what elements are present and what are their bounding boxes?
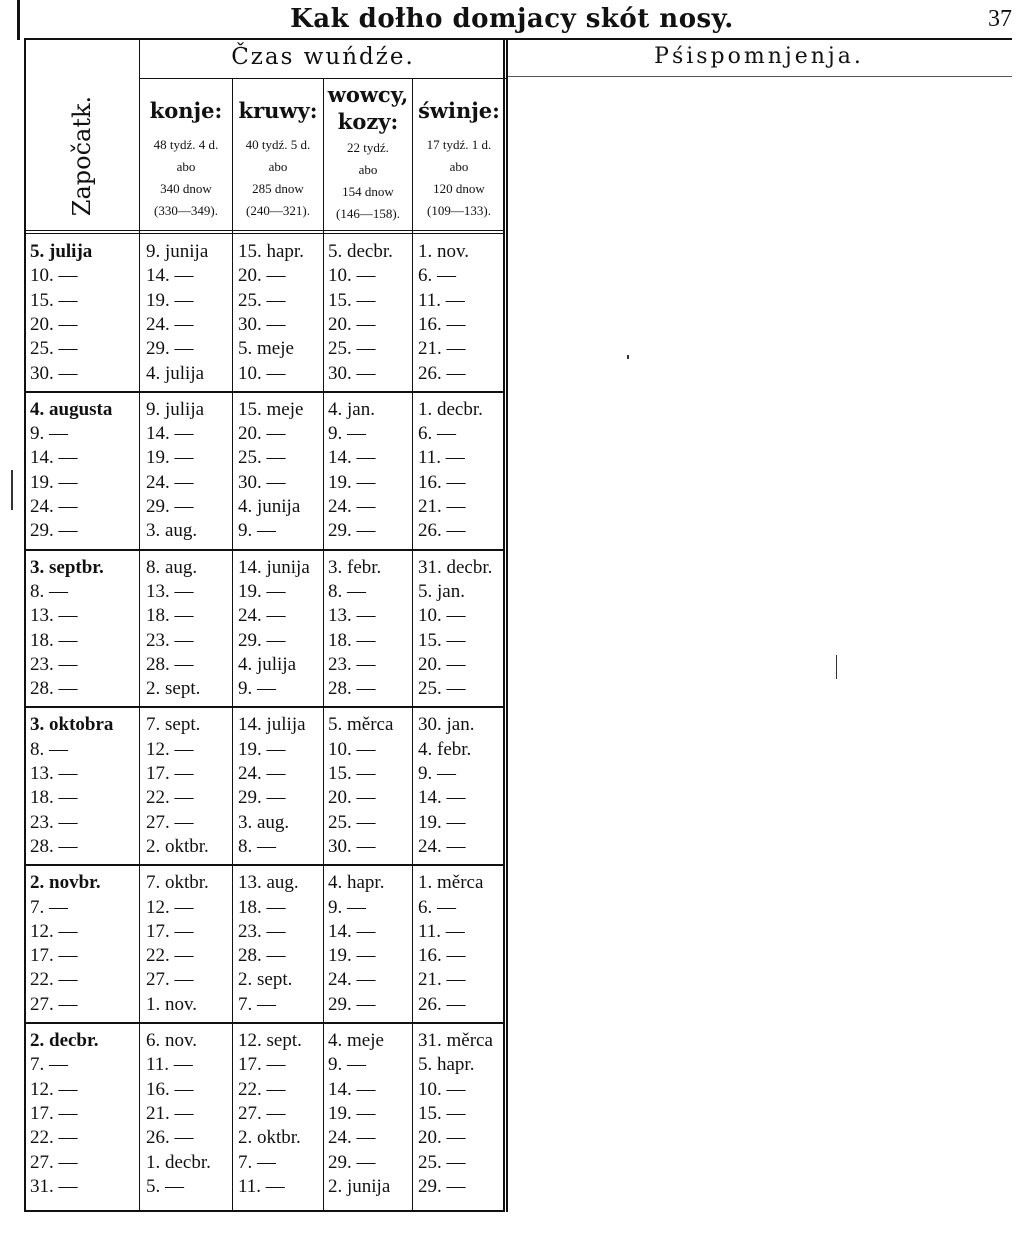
end-date-cell: 9. —: [328, 423, 366, 445]
end-date-cell: 14. —: [328, 1078, 376, 1100]
sheep-weeks: 22 tydź.: [347, 140, 389, 155]
duration-header: Čzas wuńdźe.: [231, 44, 415, 70]
notes-header: Pśispomnjenja.: [654, 44, 864, 69]
end-date-cell: 14. —: [146, 423, 194, 445]
end-date-cell: 10. —: [418, 1078, 466, 1100]
end-date-cell: 18. —: [238, 896, 286, 918]
end-date-cell: 27. —: [146, 969, 194, 991]
end-date-cell: 19. —: [238, 580, 286, 602]
start-date-cell: 30. —: [30, 362, 78, 384]
end-date-cell: 15. —: [418, 629, 466, 651]
end-date-cell: 4. jan.: [328, 398, 375, 420]
notes-divider: [506, 40, 508, 1212]
pigs-or: abo: [449, 159, 469, 174]
end-date-cell: 25. —: [238, 289, 286, 311]
start-date-cell: 5. julija: [30, 241, 93, 262]
end-date-cell: 2. oktbr.: [146, 835, 209, 857]
end-date-cell: 6. —: [418, 896, 456, 918]
end-date-cell: 23. —: [328, 653, 376, 675]
end-date-cell: 30. —: [328, 835, 376, 857]
end-date-cell: 29. —: [328, 1151, 376, 1173]
end-date-cell: 5. meje: [238, 338, 294, 360]
end-date-cell: 25. —: [328, 811, 376, 833]
end-date-cell: 22. —: [238, 1078, 286, 1100]
page-number: 37: [988, 6, 1012, 32]
end-date-cell: 26. —: [146, 1127, 194, 1149]
end-date-cell: 17. —: [238, 1054, 286, 1076]
end-date-cell: 11. —: [418, 447, 465, 469]
end-date-cell: 4. junija: [238, 496, 301, 517]
start-date-cell: 7. —: [30, 1054, 68, 1076]
start-date-cell: 25. —: [30, 338, 78, 360]
end-date-cell: 21. —: [418, 496, 466, 517]
end-date-cell: 10. —: [328, 738, 376, 760]
end-date-cell: 7. —: [238, 1151, 276, 1173]
end-date-cell: 2. sept.: [238, 969, 293, 991]
end-date-cell: 3. aug.: [146, 520, 198, 542]
end-date-cell: 25. —: [418, 1151, 466, 1173]
end-date-cell: 12. —: [146, 896, 194, 918]
end-date-cell: 15. —: [328, 763, 376, 784]
start-date-cell: 22. —: [30, 969, 78, 991]
end-date-cell: 14. junija: [238, 556, 310, 578]
horses-days: 340 dnow: [160, 181, 212, 196]
header-double-rule: [24, 230, 505, 234]
start-date-cell: 15. —: [30, 289, 78, 311]
group-rule: [24, 391, 505, 393]
column-divider: [232, 78, 233, 1212]
end-date-cell: 4. meje: [328, 1030, 384, 1051]
sheep-range: (146—158).: [336, 206, 400, 221]
column-divider: [412, 78, 413, 1212]
end-date-cell: 1. decbr.: [418, 398, 483, 420]
end-date-cell: 20. —: [238, 423, 286, 445]
start-date-cell: 27. —: [30, 993, 78, 1015]
group-rule: [24, 1022, 505, 1024]
start-date-cell: 3. septbr.: [30, 556, 104, 578]
end-date-cell: 24. —: [238, 763, 286, 784]
horses-header: [140, 80, 232, 230]
start-date-cell: 8. —: [30, 580, 68, 602]
end-date-cell: 19. —: [146, 289, 194, 311]
start-date-cell: 13. —: [30, 763, 78, 784]
end-date-cell: 3. aug.: [238, 811, 290, 833]
end-date-cell: 2. oktbr.: [238, 1127, 301, 1149]
group-rule: [24, 864, 505, 866]
end-date-cell: 29. —: [328, 520, 376, 542]
end-date-cell: 9. —: [328, 896, 366, 918]
start-date-cell: 19. —: [30, 471, 78, 493]
sheep-goats-header: [324, 80, 412, 230]
end-date-cell: 29. —: [146, 338, 194, 360]
end-date-cell: 24. —: [418, 835, 466, 857]
start-date-cell: 27. —: [30, 1151, 78, 1173]
cows-days: 285 dnow: [252, 181, 304, 196]
group-rule: [24, 549, 505, 551]
start-date-cell: 28. —: [30, 835, 78, 857]
end-date-cell: 23. —: [238, 920, 286, 942]
sheep-label: wowcy,: [327, 82, 409, 107]
end-date-cell: 14. julija: [238, 714, 306, 736]
end-date-cell: 16. —: [418, 945, 466, 967]
end-date-cell: 13. aug.: [238, 872, 299, 894]
start-date-cell: 20. —: [30, 313, 78, 335]
end-date-cell: 18. —: [146, 605, 194, 627]
end-date-cell: 30. jan.: [418, 714, 475, 736]
end-date-cell: 11. —: [418, 289, 465, 311]
start-date-cell: 4. augusta: [30, 398, 113, 420]
end-date-cell: 10. —: [238, 362, 286, 384]
page-title: Kak dołho domjacy skót nosy.: [290, 4, 734, 34]
end-date-cell: 17. —: [146, 920, 194, 942]
end-date-cell: 6. —: [418, 423, 456, 445]
horses-label: konje:: [149, 98, 223, 123]
end-date-cell: 3. febr.: [328, 556, 382, 578]
end-date-cell: 30. —: [238, 471, 286, 493]
end-date-cell: 19. —: [418, 811, 466, 833]
end-date-cell: 26. —: [418, 993, 466, 1015]
end-date-cell: 1. decbr.: [146, 1151, 211, 1173]
end-date-cell: 25. —: [328, 338, 376, 360]
end-date-cell: 10. —: [328, 265, 376, 287]
start-date-cell: 22. —: [30, 1127, 78, 1149]
end-date-cell: 12. —: [146, 738, 194, 760]
start-date-cell: 7. —: [30, 896, 68, 918]
start-date-cell: 24. —: [30, 496, 78, 517]
end-date-cell: 15. hapr.: [238, 241, 304, 262]
pigs-weeks: 17 tydź. 1 d.: [426, 137, 492, 152]
end-date-cell: 4. julija: [146, 362, 205, 384]
start-date-cell: 17. —: [30, 945, 78, 967]
end-date-cell: 20. —: [418, 653, 466, 675]
start-date-cell: 23. —: [30, 653, 78, 675]
end-date-cell: 20. —: [328, 313, 376, 335]
start-date-cell: 17. —: [30, 1102, 78, 1124]
end-date-cell: 24. —: [146, 471, 194, 493]
start-date-cell: 23. —: [30, 811, 78, 833]
cows-label: kruwy:: [238, 98, 318, 123]
start-date-cell: 3. oktobra: [30, 714, 114, 736]
notes-rule: [506, 76, 1012, 77]
end-date-cell: 9. junija: [146, 241, 209, 262]
end-date-cell: 18. —: [328, 629, 376, 651]
end-date-cell: 9. —: [418, 763, 456, 784]
end-date-cell: 17. —: [146, 763, 194, 784]
end-date-cell: 8. —: [238, 835, 276, 857]
end-date-cell: 16. —: [146, 1078, 194, 1100]
end-date-cell: 7. —: [238, 993, 276, 1015]
start-date-cell: 18. —: [30, 629, 78, 651]
end-date-cell: 27. —: [238, 1102, 286, 1124]
end-date-cell: 19. —: [146, 447, 194, 469]
horses-or: abo: [176, 159, 196, 174]
end-date-cell: 2. junija: [328, 1175, 391, 1197]
end-date-cell: 16. —: [418, 471, 466, 493]
start-date-cell: 18. —: [30, 787, 78, 809]
end-date-cell: 4. julija: [238, 653, 297, 675]
end-date-cell: 23. —: [146, 629, 194, 651]
end-date-cell: 29. —: [238, 787, 286, 809]
end-date-cell: 5. hapr.: [418, 1054, 475, 1076]
end-date-cell: 14. —: [328, 920, 376, 942]
end-date-cell: 24. —: [328, 969, 376, 991]
end-date-cell: 28. —: [328, 678, 376, 700]
end-date-cell: 26. —: [418, 520, 466, 542]
end-date-cell: 29. —: [238, 629, 286, 651]
cows-or: abo: [268, 159, 288, 174]
start-date-cell: 2. novbr.: [30, 872, 101, 894]
end-date-cell: 19. —: [238, 738, 286, 760]
start-date-cell: 9. —: [30, 423, 68, 445]
end-date-cell: 22. —: [146, 945, 194, 967]
end-date-cell: 13. —: [328, 605, 376, 627]
end-date-cell: 19. —: [328, 1102, 376, 1124]
stray-mark: [11, 470, 13, 510]
end-date-cell: 19. —: [328, 945, 376, 967]
end-date-cell: 9. —: [238, 520, 276, 542]
end-date-cell: 11. —: [146, 1054, 193, 1076]
end-date-cell: 24. —: [238, 605, 286, 627]
end-date-cell: 11. —: [418, 920, 465, 942]
end-date-cell: 5. jan.: [418, 580, 465, 602]
end-date-cell: 21. —: [418, 969, 466, 991]
end-date-cell: 4. hapr.: [328, 872, 385, 894]
start-date-cell: 10. —: [30, 265, 78, 287]
end-date-cell: 29. —: [146, 496, 194, 517]
stray-mark: [627, 355, 629, 359]
pigs-days: 120 dnow: [433, 181, 485, 196]
sheep-or: abo: [358, 162, 378, 177]
end-date-cell: 20. —: [328, 787, 376, 809]
horses-weeks: 48 tydź. 4 d.: [153, 137, 219, 152]
end-date-cell: 9. —: [328, 1054, 366, 1076]
pigs-header: [413, 80, 505, 230]
end-date-cell: 20. —: [418, 1127, 466, 1149]
end-date-cell: 10. —: [418, 605, 466, 627]
end-date-cell: 4. febr.: [418, 738, 472, 760]
start-date-cell: 2. decbr.: [30, 1030, 99, 1051]
end-date-cell: 15. —: [328, 289, 376, 311]
cows-header: [233, 80, 323, 230]
end-date-cell: 14. —: [418, 787, 466, 809]
start-date-cell: 28. —: [30, 678, 78, 700]
end-date-cell: 5. měrca: [328, 714, 394, 736]
end-date-cell: 27. —: [146, 811, 194, 833]
end-date-cell: 28. —: [146, 653, 194, 675]
end-date-cell: 24. —: [328, 496, 376, 517]
end-date-cell: 6. nov.: [146, 1030, 198, 1051]
horses-range: (330—349).: [154, 203, 218, 218]
end-date-cell: 1. nov.: [146, 993, 198, 1015]
end-date-cell: 9. julija: [146, 398, 205, 420]
column-divider: [323, 78, 324, 1212]
column-divider: [139, 40, 140, 1212]
end-date-cell: 28. —: [238, 945, 286, 967]
start-date-cell: 31. —: [30, 1175, 78, 1197]
end-date-cell: 11. —: [238, 1175, 285, 1197]
end-date-cell: 24. —: [328, 1127, 376, 1149]
end-date-cell: 2. sept.: [146, 678, 201, 700]
cows-range: (240—321).: [246, 203, 310, 218]
end-date-cell: 5. decbr.: [328, 241, 393, 262]
stray-mark: [836, 655, 837, 679]
end-date-cell: 14. —: [146, 265, 194, 287]
end-date-cell: 8. —: [328, 580, 366, 602]
end-date-cell: 31. měrca: [418, 1030, 493, 1051]
end-date-cell: 15. —: [418, 1102, 466, 1124]
end-date-cell: 15. meje: [238, 398, 304, 420]
sheep-days: 154 dnow: [342, 184, 394, 199]
start-date-cell: 29. —: [30, 520, 78, 542]
start-date-cell: 12. —: [30, 920, 78, 942]
end-date-cell: 12. sept.: [238, 1030, 302, 1051]
end-date-cell: 29. —: [328, 993, 376, 1015]
end-date-cell: 25. —: [238, 447, 286, 469]
start-column-header: [26, 80, 138, 232]
end-date-cell: 9. —: [238, 678, 276, 700]
start-date-cell: 13. —: [30, 605, 78, 627]
end-date-cell: 21. —: [146, 1102, 194, 1124]
end-date-cell: 6. —: [418, 265, 456, 287]
end-date-cell: 19. —: [328, 471, 376, 493]
end-date-cell: 30. —: [238, 313, 286, 335]
end-date-cell: 5. —: [146, 1175, 184, 1197]
end-date-cell: 1. měrca: [418, 872, 484, 894]
end-date-cell: 13. —: [146, 580, 194, 602]
goats-label: kozy:: [337, 109, 399, 134]
pigs-label: świnje:: [418, 98, 500, 123]
end-date-cell: 24. —: [146, 313, 194, 335]
end-date-cell: 31. decbr.: [418, 556, 493, 578]
end-date-cell: 22. —: [146, 787, 194, 809]
end-date-cell: 7. sept.: [146, 714, 201, 736]
end-date-cell: 21. —: [418, 338, 466, 360]
end-date-cell: 14. —: [328, 447, 376, 469]
end-date-cell: 1. nov.: [418, 241, 470, 262]
start-date-cell: 12. —: [30, 1078, 78, 1100]
end-date-cell: 29. —: [418, 1175, 466, 1197]
end-date-cell: 30. —: [328, 362, 376, 384]
group-rule: [24, 706, 505, 708]
start-date-cell: 14. —: [30, 447, 78, 469]
end-date-cell: 20. —: [238, 265, 286, 287]
end-date-cell: 25. —: [418, 678, 466, 700]
pigs-range: (109—133).: [427, 203, 491, 218]
end-date-cell: 7. oktbr.: [146, 872, 209, 894]
start-date-cell: 8. —: [30, 738, 68, 760]
end-date-cell: 8. aug.: [146, 556, 198, 578]
start-column-label: Započatk.: [68, 95, 96, 217]
end-date-cell: 16. —: [418, 313, 466, 335]
cows-weeks: 40 tydź. 5 d.: [245, 137, 311, 152]
end-date-cell: 26. —: [418, 362, 466, 384]
